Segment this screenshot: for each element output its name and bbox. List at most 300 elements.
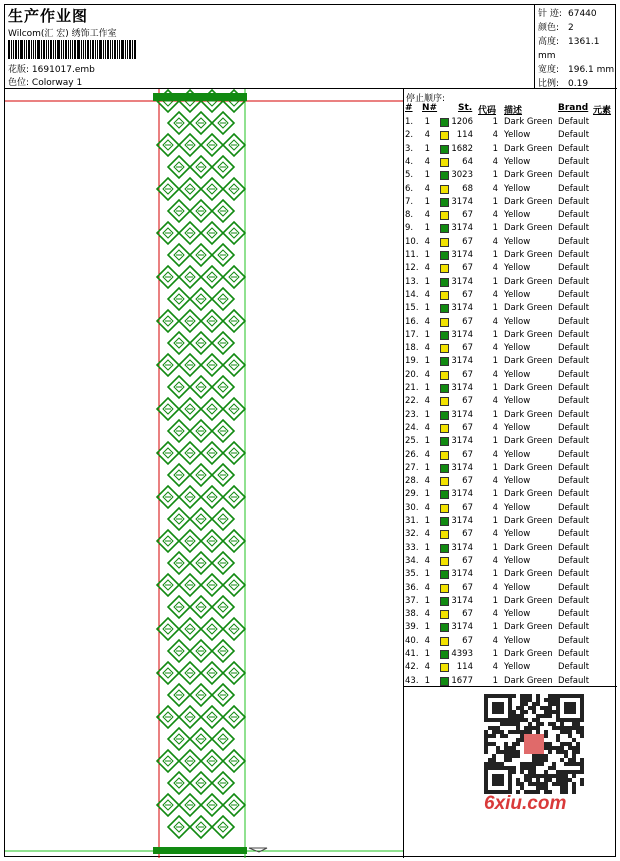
row-description: Dark Green <box>504 223 553 234</box>
row-brand: Default <box>558 529 590 540</box>
color-swatch <box>440 584 449 593</box>
row-code: 1 <box>492 436 498 447</box>
table-row <box>404 648 617 661</box>
row-description: Dark Green <box>504 409 553 420</box>
row-brand: Default <box>558 409 590 420</box>
color-swatch <box>440 318 449 327</box>
row-brand: Default <box>558 436 590 447</box>
row-stitches: 67 <box>462 476 473 487</box>
row-code: 4 <box>492 316 498 327</box>
row-needle: 1 <box>424 196 430 207</box>
row-brand: Default <box>558 303 590 314</box>
table-row <box>404 289 617 302</box>
color-swatch <box>440 371 449 380</box>
row-needle: 1 <box>424 622 430 633</box>
design-file-line <box>8 62 95 75</box>
row-brand: Default <box>558 316 590 327</box>
row-index: 12. <box>405 263 419 274</box>
colorway-label: 色位: <box>8 78 30 88</box>
row-description: Yellow <box>504 609 531 620</box>
color-swatch <box>440 637 449 646</box>
table-row <box>404 462 617 475</box>
row-code: 1 <box>492 489 498 500</box>
row-code: 1 <box>492 303 498 314</box>
row-brand: Default <box>558 210 590 221</box>
row-needle: 4 <box>424 476 430 487</box>
color-swatch <box>440 145 449 154</box>
row-brand: Default <box>558 383 590 393</box>
color-swatch <box>440 211 449 220</box>
row-brand: Default <box>558 476 590 487</box>
row-index: 38. <box>405 609 419 620</box>
row-needle: 1 <box>424 516 430 526</box>
row-stitches: 3174 <box>451 329 473 340</box>
row-index: 35. <box>405 569 419 580</box>
row-stitches: 64 <box>462 156 473 167</box>
row-index: 34. <box>405 555 419 566</box>
row-stitches: 3023 <box>451 170 473 181</box>
row-needle: 4 <box>424 236 430 247</box>
row-brand: Default <box>558 502 590 513</box>
color-swatch <box>440 185 449 194</box>
row-brand: Default <box>558 170 590 181</box>
row-code: 4 <box>492 263 498 274</box>
row-stitches: 3174 <box>451 383 473 393</box>
row-brand: Default <box>558 462 590 473</box>
row-index: 3. <box>405 143 414 154</box>
row-stitches: 3174 <box>451 542 473 553</box>
color-swatch <box>440 677 449 686</box>
color-swatch <box>440 384 449 393</box>
row-index: 23. <box>405 409 419 420</box>
row-stitches: 3174 <box>451 409 473 420</box>
row-index: 37. <box>405 595 419 606</box>
row-stitches: 67 <box>462 369 473 380</box>
colorway-name: Colorway 1 <box>31 78 83 88</box>
row-description: Yellow <box>504 582 531 593</box>
row-description: Yellow <box>504 210 531 221</box>
row-code: 1 <box>492 143 498 154</box>
table-row <box>404 302 617 315</box>
stat-width: 宽度: 196.1 mm <box>538 65 615 75</box>
color-swatch <box>440 357 449 366</box>
row-brand: Default <box>558 555 590 566</box>
row-brand: Default <box>558 569 590 580</box>
row-stitches: 67 <box>462 396 473 407</box>
row-index: 8. <box>405 210 414 221</box>
table-row <box>404 129 617 142</box>
row-brand: Default <box>558 516 590 526</box>
row-code: 1 <box>492 383 498 393</box>
color-swatch <box>440 464 449 473</box>
row-code: 1 <box>492 276 498 287</box>
row-stitches: 3174 <box>451 250 473 260</box>
row-needle: 4 <box>424 183 430 194</box>
row-code: 1 <box>492 196 498 207</box>
row-brand: Default <box>558 329 590 340</box>
table-row <box>404 249 617 262</box>
table-row <box>404 382 617 395</box>
row-brand: Default <box>558 343 590 354</box>
row-index: 20. <box>405 369 419 380</box>
table-row <box>404 169 617 182</box>
design-label: 花版: <box>8 65 30 75</box>
row-needle: 4 <box>424 289 430 300</box>
row-description: Dark Green <box>504 569 553 580</box>
table-row <box>404 422 617 435</box>
col-brand: Brand <box>558 103 589 113</box>
row-index: 26. <box>405 449 419 460</box>
col-stitches: St. <box>458 103 473 113</box>
table-row <box>404 116 617 129</box>
table-row <box>404 209 617 222</box>
row-code: 1 <box>492 356 498 367</box>
row-code: 4 <box>492 662 498 673</box>
row-needle: 4 <box>424 529 430 540</box>
row-needle: 1 <box>424 409 430 420</box>
table-row <box>404 222 617 235</box>
row-brand: Default <box>558 117 590 127</box>
embroidery-preview-canvas <box>5 89 404 858</box>
row-needle: 4 <box>424 263 430 274</box>
color-swatch <box>440 424 449 433</box>
colorway-line <box>8 75 82 88</box>
table-row <box>404 262 617 275</box>
row-index: 21. <box>405 383 419 393</box>
col-index: # <box>405 103 413 113</box>
color-swatch <box>440 557 449 566</box>
row-description: Yellow <box>504 635 531 646</box>
row-needle: 1 <box>424 117 430 127</box>
row-code: 1 <box>492 329 498 340</box>
row-brand: Default <box>558 635 590 646</box>
row-stitches: 67 <box>462 449 473 460</box>
table-row <box>404 675 617 687</box>
row-brand: Default <box>558 130 590 141</box>
row-code: 1 <box>492 649 498 659</box>
row-needle: 1 <box>424 595 430 606</box>
barcode <box>8 40 158 59</box>
col-code: 代码 <box>478 106 497 116</box>
row-brand: Default <box>558 356 590 367</box>
color-swatch <box>440 238 449 247</box>
row-description: Dark Green <box>504 436 553 447</box>
row-needle: 4 <box>424 635 430 646</box>
color-swatch <box>440 490 449 499</box>
row-brand: Default <box>558 609 590 620</box>
color-swatch <box>440 344 449 353</box>
color-swatch <box>440 570 449 579</box>
row-stitches: 67 <box>462 289 473 300</box>
row-brand: Default <box>558 196 590 207</box>
row-index: 6. <box>405 183 414 194</box>
color-swatch <box>440 118 449 127</box>
row-needle: 1 <box>424 489 430 500</box>
row-stitches: 3174 <box>451 462 473 473</box>
design-stats <box>538 7 617 91</box>
color-swatch <box>440 530 449 539</box>
row-needle: 4 <box>424 396 430 407</box>
row-brand: Default <box>558 183 590 194</box>
row-index: 30. <box>405 502 419 513</box>
row-description: Dark Green <box>504 276 553 287</box>
col-needle: N# <box>422 103 438 113</box>
row-brand: Default <box>558 595 590 606</box>
row-code: 4 <box>492 156 498 167</box>
table-row <box>404 635 617 648</box>
row-code: 4 <box>492 555 498 566</box>
row-index: 4. <box>405 156 414 167</box>
row-brand: Default <box>558 369 590 380</box>
row-stitches: 3174 <box>451 196 473 207</box>
row-index: 43. <box>405 675 419 686</box>
row-stitches: 67 <box>462 236 473 247</box>
row-description: Dark Green <box>504 356 553 367</box>
table-row <box>404 488 617 501</box>
row-brand: Default <box>558 422 590 433</box>
row-needle: 1 <box>424 649 430 659</box>
row-brand: Default <box>558 622 590 633</box>
color-swatch <box>440 663 449 672</box>
row-index: 7. <box>405 196 414 207</box>
row-code: 4 <box>492 635 498 646</box>
row-index: 15. <box>405 303 419 314</box>
color-swatch <box>440 477 449 486</box>
studio-name: Wilcom(汇 宏) 绣饰工作室 <box>8 29 117 39</box>
production-worksheet <box>4 4 616 857</box>
color-swatch <box>440 278 449 287</box>
row-needle: 1 <box>424 303 430 314</box>
row-needle: 4 <box>424 156 430 167</box>
row-brand: Default <box>558 542 590 553</box>
row-code: 4 <box>492 210 498 221</box>
row-index: 17. <box>405 329 419 340</box>
color-swatch <box>440 411 449 420</box>
row-stitches: 1206 <box>451 117 473 127</box>
table-row <box>404 595 617 608</box>
row-code: 1 <box>492 516 498 526</box>
row-code: 1 <box>492 462 498 473</box>
row-description: Yellow <box>504 316 531 327</box>
table-row <box>404 183 617 196</box>
row-description: Dark Green <box>504 516 553 526</box>
table-row <box>404 502 617 515</box>
row-brand: Default <box>558 662 590 673</box>
color-swatch <box>440 198 449 207</box>
row-needle: 1 <box>424 276 430 287</box>
row-code: 4 <box>492 529 498 540</box>
row-stitches: 3174 <box>451 223 473 234</box>
row-description: Dark Green <box>504 649 553 659</box>
row-brand: Default <box>558 649 590 659</box>
row-index: 41. <box>405 649 419 659</box>
row-needle: 4 <box>424 210 430 221</box>
row-brand: Default <box>558 263 590 274</box>
stat-height: 高度: 1361.1 mm <box>538 37 600 61</box>
row-index: 18. <box>405 343 419 354</box>
row-stitches: 67 <box>462 582 473 593</box>
table-row <box>404 342 617 355</box>
row-description: Dark Green <box>504 117 553 127</box>
row-index: 24. <box>405 422 419 433</box>
row-index: 13. <box>405 276 419 287</box>
row-code: 4 <box>492 476 498 487</box>
row-stitches: 1682 <box>451 143 473 154</box>
row-brand: Default <box>558 396 590 407</box>
row-index: 16. <box>405 316 419 327</box>
row-brand: Default <box>558 276 590 287</box>
row-brand: Default <box>558 675 590 686</box>
row-description: Yellow <box>504 502 531 513</box>
qr-code <box>479 689 589 799</box>
row-needle: 1 <box>424 542 430 553</box>
row-needle: 1 <box>424 383 430 393</box>
row-description: Dark Green <box>504 170 553 181</box>
row-code: 4 <box>492 183 498 194</box>
row-stitches: 114 <box>456 662 473 673</box>
row-code: 4 <box>492 582 498 593</box>
row-code: 4 <box>492 369 498 380</box>
stop-sequence-rows <box>404 116 617 687</box>
row-code: 1 <box>492 223 498 234</box>
row-description: Dark Green <box>504 542 553 553</box>
row-needle: 4 <box>424 502 430 513</box>
row-brand: Default <box>558 236 590 247</box>
color-swatch <box>440 264 449 273</box>
color-swatch <box>440 304 449 313</box>
row-brand: Default <box>558 489 590 500</box>
row-needle: 4 <box>424 130 430 141</box>
color-swatch <box>440 610 449 619</box>
row-code: 1 <box>492 675 498 686</box>
table-row <box>404 475 617 488</box>
row-needle: 1 <box>424 356 430 367</box>
row-stitches: 67 <box>462 529 473 540</box>
bottom-border-bar <box>153 847 247 854</box>
row-index: 2. <box>405 130 414 141</box>
row-code: 4 <box>492 343 498 354</box>
row-stitches: 3174 <box>451 303 473 314</box>
color-swatch <box>440 251 449 260</box>
table-row <box>404 395 617 408</box>
row-code: 1 <box>492 250 498 260</box>
row-brand: Default <box>558 582 590 593</box>
row-description: Yellow <box>504 476 531 487</box>
table-row <box>404 329 617 342</box>
table-row <box>404 355 617 368</box>
row-index: 1. <box>405 117 414 127</box>
row-index: 9. <box>405 223 414 234</box>
watermark-logo: 6xiu.com <box>484 793 567 814</box>
row-description: Dark Green <box>504 462 553 473</box>
row-stitches: 67 <box>462 635 473 646</box>
table-row <box>404 276 617 289</box>
row-index: 33. <box>405 542 419 553</box>
row-needle: 4 <box>424 422 430 433</box>
row-index: 28. <box>405 476 419 487</box>
color-swatch <box>440 623 449 632</box>
page-title: 生产作业图 <box>8 7 89 25</box>
row-stitches: 3174 <box>451 622 473 633</box>
row-code: 4 <box>492 609 498 620</box>
row-needle: 1 <box>424 143 430 154</box>
row-needle: 1 <box>424 436 430 447</box>
row-description: Yellow <box>504 156 531 167</box>
row-code: 1 <box>492 117 498 127</box>
row-index: 10. <box>405 236 419 247</box>
color-swatch <box>440 504 449 513</box>
row-description: Yellow <box>504 662 531 673</box>
row-description: Yellow <box>504 555 531 566</box>
row-index: 31. <box>405 516 419 526</box>
row-needle: 1 <box>424 569 430 580</box>
row-index: 22. <box>405 396 419 407</box>
row-needle: 1 <box>424 170 430 181</box>
row-brand: Default <box>558 289 590 300</box>
row-description: Dark Green <box>504 622 553 633</box>
color-swatch <box>440 131 449 140</box>
row-code: 1 <box>492 595 498 606</box>
row-stitches: 1677 <box>451 675 473 686</box>
table-row <box>404 236 617 249</box>
row-index: 40. <box>405 635 419 646</box>
row-description: Dark Green <box>504 329 553 340</box>
table-row <box>404 143 617 156</box>
row-needle: 4 <box>424 555 430 566</box>
stop-sequence-header <box>404 103 617 115</box>
table-row <box>404 555 617 568</box>
stop-sequence-panel <box>404 89 617 858</box>
row-stitches: 4393 <box>451 649 473 659</box>
row-code: 4 <box>492 396 498 407</box>
row-description: Yellow <box>504 369 531 380</box>
row-brand: Default <box>558 223 590 234</box>
color-swatch <box>440 650 449 659</box>
row-description: Dark Green <box>504 675 553 686</box>
table-row <box>404 661 617 674</box>
row-stitches: 67 <box>462 343 473 354</box>
row-stitches: 67 <box>462 555 473 566</box>
row-index: 11. <box>405 250 419 260</box>
row-stitches: 67 <box>462 422 473 433</box>
row-stitches: 3174 <box>451 489 473 500</box>
row-index: 19. <box>405 356 419 367</box>
row-code: 4 <box>492 236 498 247</box>
row-stitches: 3174 <box>451 595 473 606</box>
row-stitches: 3174 <box>451 516 473 526</box>
row-needle: 4 <box>424 662 430 673</box>
row-brand: Default <box>558 143 590 154</box>
row-index: 14. <box>405 289 419 300</box>
row-stitches: 3174 <box>451 276 473 287</box>
stat-stitches: 针 迹: 67440 <box>538 9 597 19</box>
table-row <box>404 369 617 382</box>
color-swatch <box>440 158 449 167</box>
row-needle: 4 <box>424 369 430 380</box>
row-description: Dark Green <box>504 196 553 207</box>
row-stitches: 68 <box>462 183 473 194</box>
table-row <box>404 409 617 422</box>
row-description: Yellow <box>504 422 531 433</box>
row-description: Yellow <box>504 396 531 407</box>
table-row <box>404 435 617 448</box>
row-code: 4 <box>492 289 498 300</box>
row-index: 27. <box>405 462 419 473</box>
table-row <box>404 542 617 555</box>
row-needle: 4 <box>424 343 430 354</box>
row-brand: Default <box>558 449 590 460</box>
color-swatch <box>440 331 449 340</box>
